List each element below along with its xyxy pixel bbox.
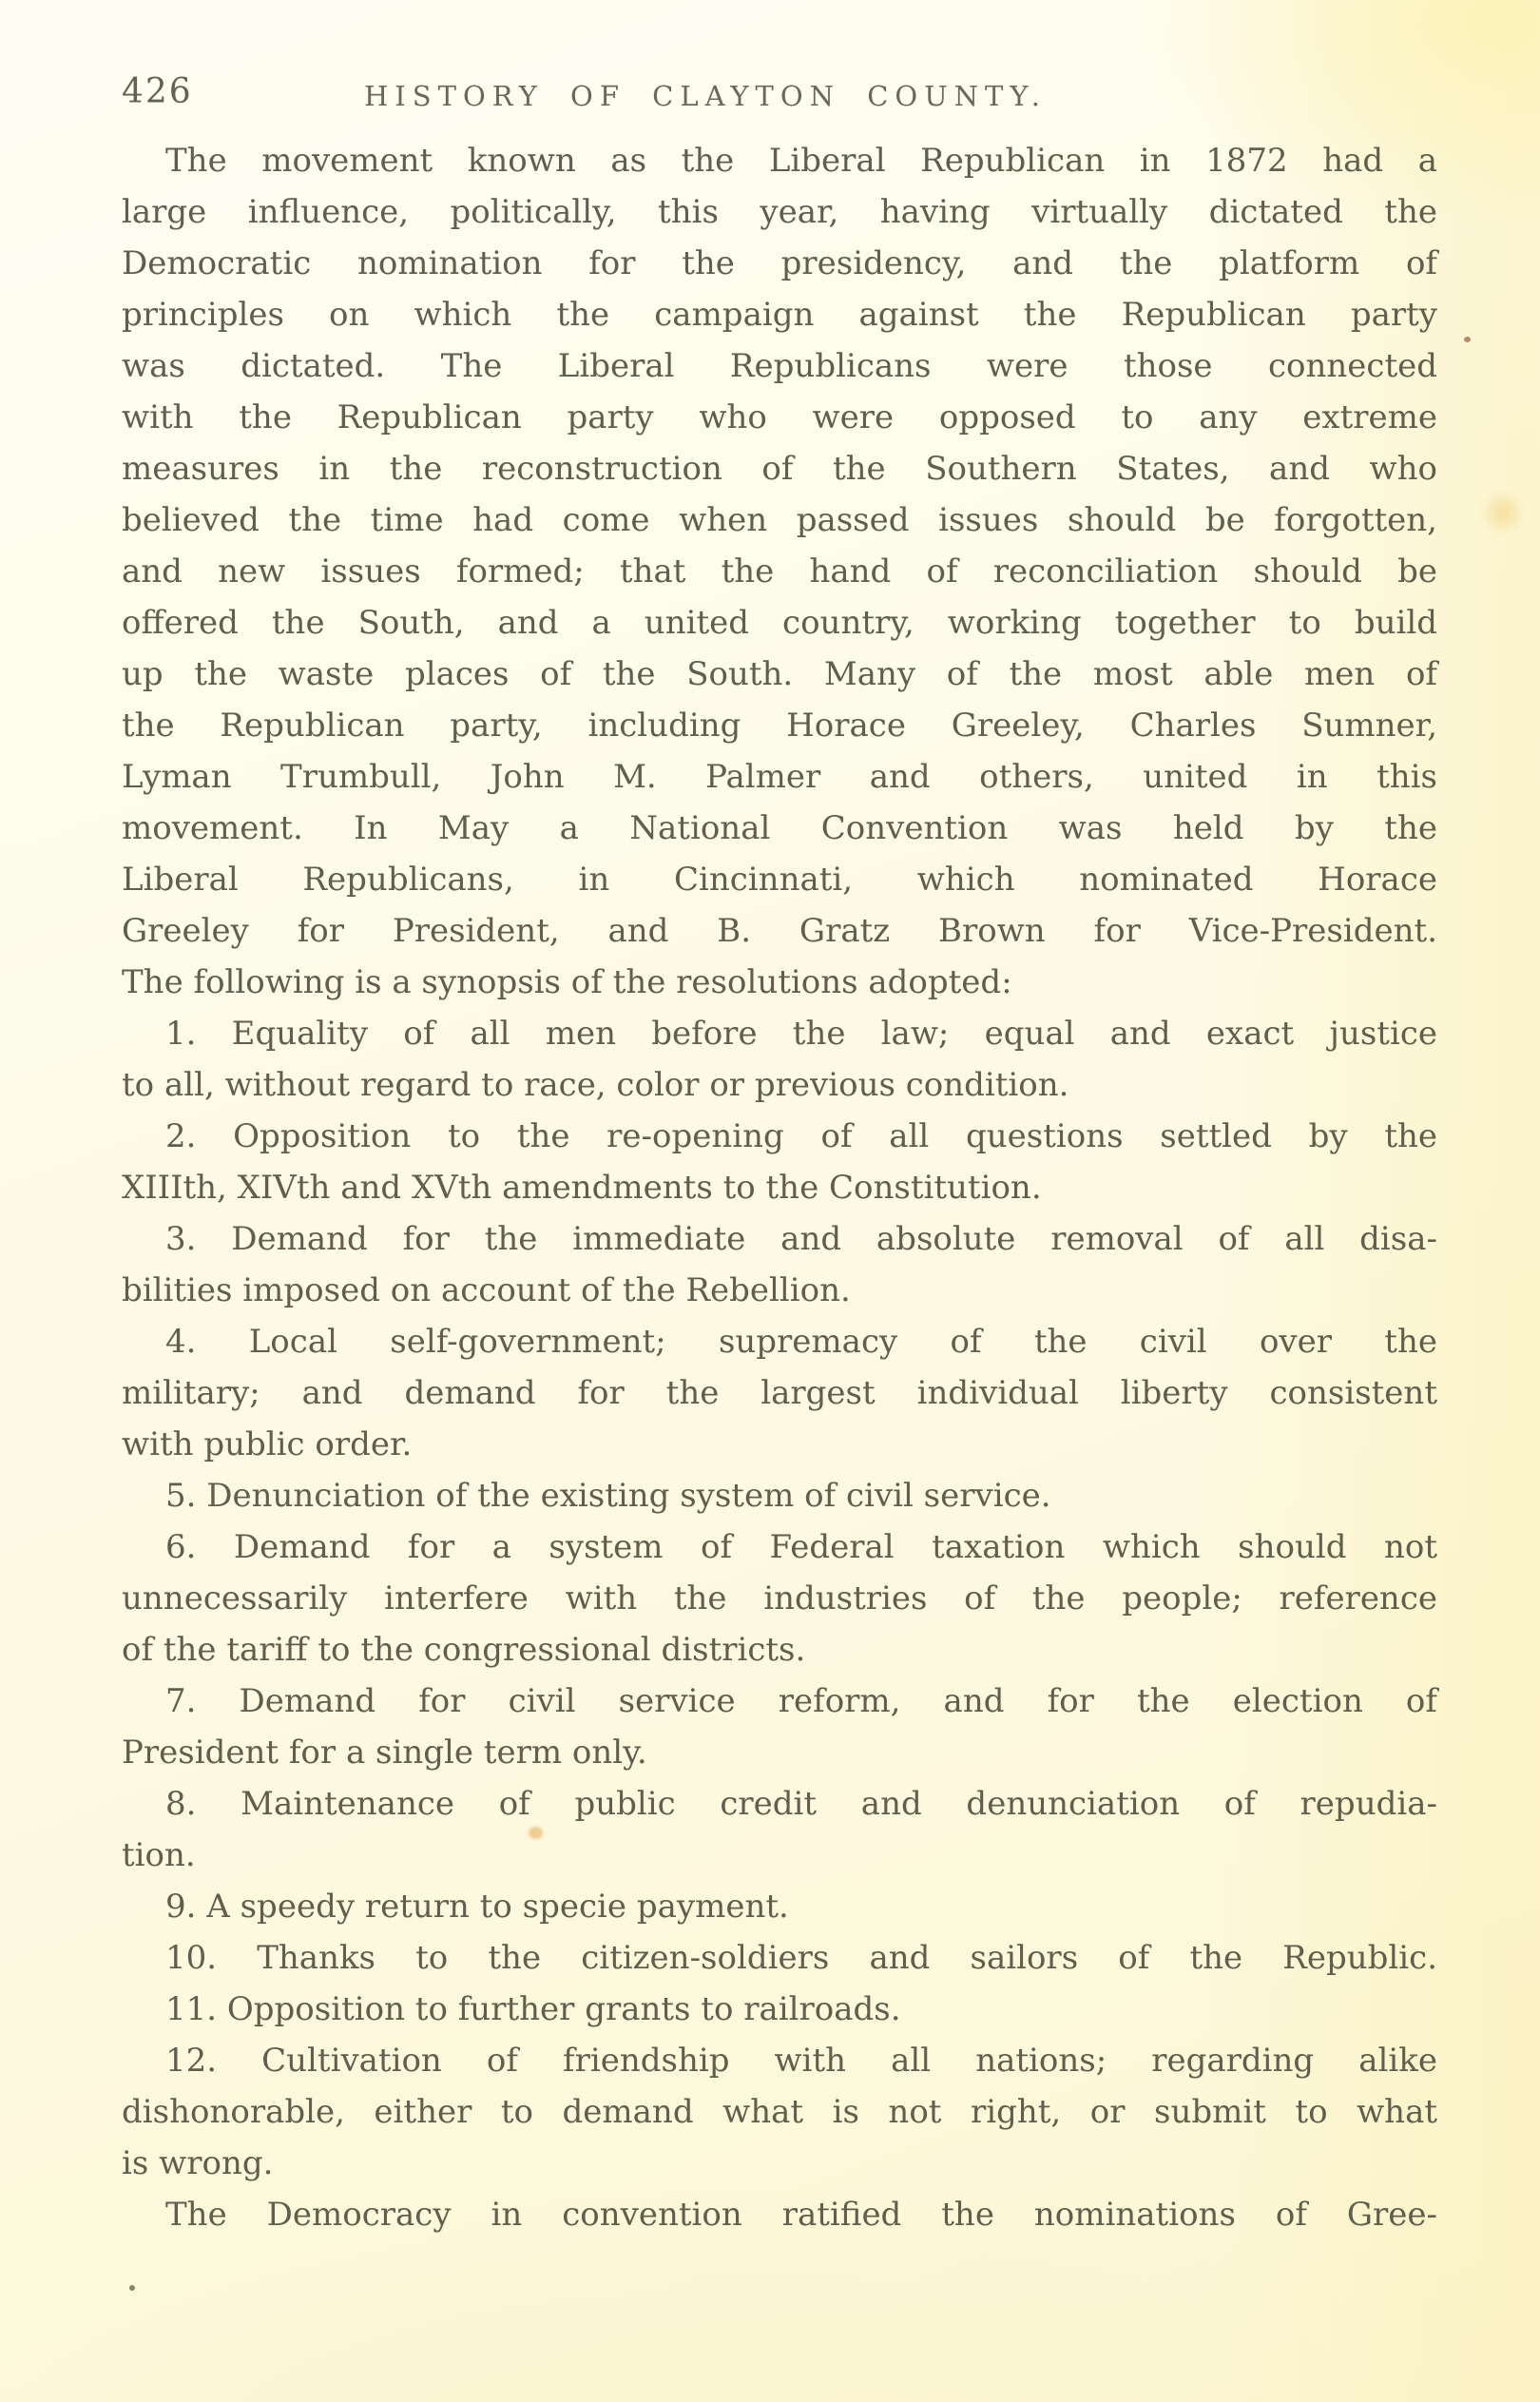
red-speck — [1464, 337, 1471, 342]
text-line: Democratic nomination for the presidency, and the platform of — [122, 244, 1437, 282]
text-line: of the tariff to the congressional districts. — [122, 1631, 806, 1669]
text-line: with public order. — [122, 1425, 413, 1463]
text-line: 8. Maintenance of public credit and denunciation of repudia- — [165, 1785, 1437, 1823]
text-line: up the waste places of the South. Many of the most able men of — [122, 655, 1437, 693]
text-line: large influence, politically, this year, having virtually dictated the — [122, 193, 1437, 231]
paragraph — [122, 1932, 1437, 1984]
text-line: 12. Cultivation of friendship with all nations; regarding alike — [165, 2042, 1437, 2080]
text-line: with the Republican party who were opposed to any extreme — [122, 398, 1437, 436]
text-line: The following is a synopsis of the resolutions adopted: — [122, 963, 1012, 1001]
paragraph — [122, 1984, 1437, 2035]
text-line: The Democracy in convention ratified the nominations of Gree- — [165, 2196, 1437, 2234]
text-line: 3. Demand for the immediate and absolute removal of all disa- — [165, 1220, 1437, 1258]
text-line: 10. Thanks to the citizen-soldiers and sailors of the Republic. — [165, 1939, 1437, 1977]
text-line: 1. Equality of all men before the law; equal and exact justice — [165, 1015, 1437, 1053]
paragraph — [122, 1470, 1437, 1521]
text-line: tion. — [122, 1836, 196, 1874]
paragraph — [122, 1111, 1437, 1213]
paragraph — [122, 2035, 1437, 2189]
text-line: 5. Denunciation of the existing system of civil service. — [165, 1477, 1051, 1515]
text-line: Greeley for President, and B. Gratz Brown for Vice-President. — [122, 912, 1437, 950]
text-line: unnecessarily interfere with the industries of the people; reference — [122, 1579, 1437, 1617]
text-line: bilities imposed on account of the Rebellion. — [122, 1271, 851, 1309]
paragraph — [122, 1213, 1437, 1316]
paragraph — [122, 2189, 1437, 2240]
paragraph — [122, 135, 1437, 1008]
paragraph — [122, 1008, 1437, 1111]
text-line: believed the time had come when passed issues should be forgotten, — [122, 501, 1437, 539]
text-line: Lyman Trumbull, John M. Palmer and others, united in this — [122, 758, 1437, 796]
text-line: principles on which the campaign against the Republican party — [122, 296, 1437, 334]
text-line: the Republican party, including Horace Greeley, Charles Sumner, — [122, 707, 1437, 745]
paragraph — [122, 1881, 1437, 1932]
text-line: movement. In May a National Convention was held by the — [122, 809, 1437, 847]
text-line: 4. Local self-government; supremacy of the civil over the — [165, 1323, 1437, 1361]
paragraph — [122, 1316, 1437, 1470]
text-line: was dictated. The Liberal Republicans were those connected — [122, 347, 1437, 385]
text-line: 7. Demand for civil service reform, and for the election of — [165, 1682, 1437, 1720]
paragraph — [122, 1778, 1437, 1881]
page-header — [0, 0, 1540, 124]
page-body — [122, 135, 1437, 2240]
paragraph — [122, 1521, 1437, 1676]
ink-speck — [129, 2285, 135, 2291]
text-line: XIIIth, XIVth and XVth amendments to the Constitution. — [122, 1169, 1042, 1207]
text-line: Liberal Republicans, in Cincinnati, which nominated Horace — [122, 861, 1437, 899]
text-line: dishonorable, either to demand what is not right, or submit to what — [122, 2093, 1437, 2131]
text-line: 2. Opposition to the re-opening of all questions settled by the — [165, 1117, 1437, 1155]
paragraph — [122, 1676, 1437, 1778]
paper-stain — [529, 1827, 543, 1839]
text-line: 6. Demand for a system of Federal taxation which should not — [165, 1528, 1437, 1566]
running-title: HISTORY OF CLAYTON COUNTY. — [364, 80, 1047, 112]
text-line: The movement known as the Liberal Republican in 1872 had a — [165, 142, 1437, 180]
text-line: is wrong. — [122, 2144, 274, 2182]
text-line: 11. Opposition to further grants to railroads. — [165, 1990, 901, 2028]
text-line: and new issues formed; that the hand of reconciliation should be — [122, 552, 1437, 591]
text-line: offered the South, and a united country, working together to build — [122, 604, 1437, 642]
text-line: President for a single term only. — [122, 1734, 647, 1772]
text-line: military; and demand for the largest individual liberty consistent — [122, 1374, 1437, 1412]
paper-stain — [1481, 490, 1525, 535]
text-line: measures in the reconstruction of the Southern States, and who — [122, 450, 1437, 488]
page-number: 426 — [122, 72, 193, 111]
text-line: to all, without regard to race, color or previous condition. — [122, 1066, 1069, 1104]
text-line: 9. A speedy return to specie payment. — [165, 1888, 789, 1926]
